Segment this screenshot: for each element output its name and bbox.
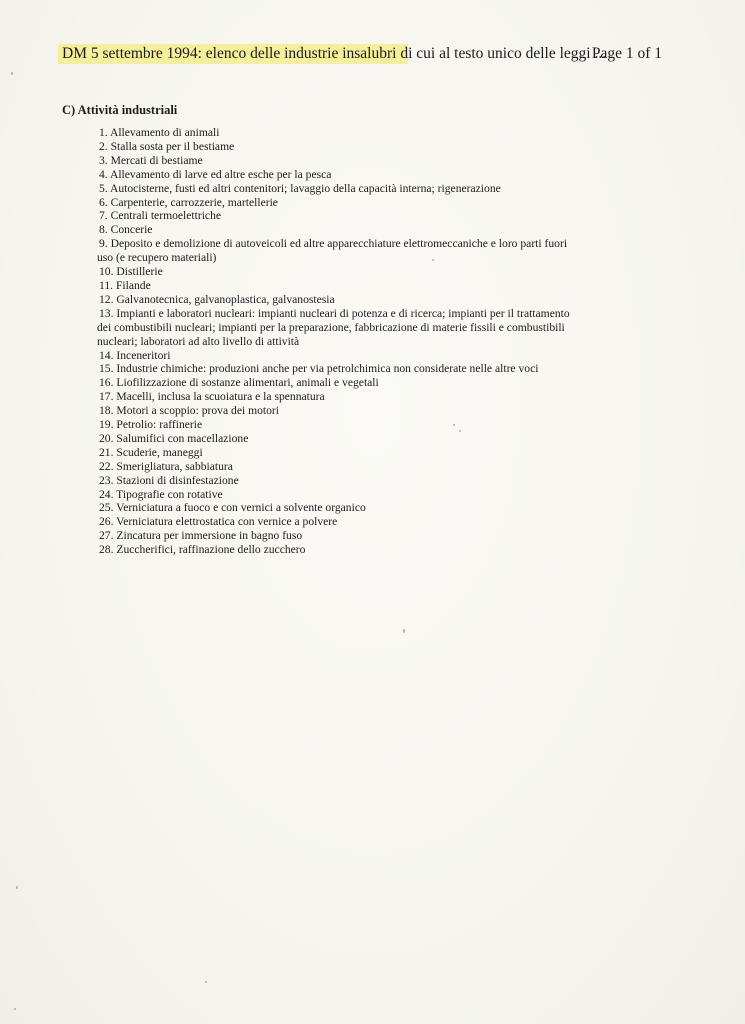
- list-item: [99, 349, 634, 363]
- list-item: [99, 390, 634, 404]
- list-item: [99, 279, 634, 293]
- industry-list: [99, 126, 634, 557]
- list-item-text: 5. Autocisterne, fusti ed altri contenitori; lavaggio della capacità interna; rigenerazione: [99, 181, 501, 195]
- section-title: C) Attività industriali: [62, 103, 178, 117]
- list-item: [99, 223, 634, 237]
- list-item-continuation: dei combustibili nucleari; impianti per la preparazione, fabbricazione di materie fissili e combustibili: [97, 320, 565, 334]
- list-item-text: 20. Salumifici con macellazione: [99, 431, 249, 445]
- scan-speck: [403, 629, 405, 633]
- list-item: [99, 543, 634, 557]
- header-title-highlighted: DM 5 settembre 1994: elenco delle industrie insalubri d: [62, 45, 409, 62]
- list-item: [99, 140, 634, 154]
- list-item-text: 14. Inceneritori: [99, 348, 171, 362]
- list-item: [99, 501, 634, 515]
- list-item-continuation: nucleari; laboratori ad alto livello di attività: [97, 334, 300, 348]
- list-item-text: 21. Scuderie, maneggi: [99, 445, 203, 459]
- list-item-text: 26. Verniciatura elettrostatica con vernice a polvere: [99, 515, 338, 529]
- scan-speck: [14, 1008, 16, 1010]
- scan-speck: [16, 886, 18, 889]
- scan-speck: [453, 424, 455, 426]
- list-item-text: 28. Zuccherifici, raffinazione dello zucchero: [99, 543, 306, 557]
- list-item-text: 8. Concerie: [99, 223, 153, 237]
- list-item: [99, 237, 634, 265]
- scan-speck: [432, 259, 434, 261]
- list-item: [99, 404, 634, 418]
- list-item-text: 18. Motori a scoppio: prova dei motori: [99, 404, 279, 418]
- list-item-text: 15. Industrie chimiche: produzioni anche per via petrolchimica non considerate nelle altre voci: [99, 362, 539, 376]
- list-item-text: 23. Stazioni di disinfestazione: [99, 473, 239, 487]
- list-item: [99, 154, 634, 168]
- list-item-text: 1. Allevamento di animali: [99, 126, 220, 139]
- document-header: [62, 44, 662, 64]
- scan-speck: [459, 430, 461, 432]
- list-item-text: 7. Centrali termoelettriche: [99, 209, 222, 223]
- list-item-text: 19. Petrolio: raffinerie: [99, 418, 203, 432]
- list-item: [99, 293, 634, 307]
- list-item-text: 11. Filande: [99, 278, 151, 292]
- list-item: [99, 126, 634, 140]
- list-item-text: 9. Deposito e demolizione di autoveicoli ed altre apparecchiature elettromeccaniche e loro parti fuori: [99, 237, 568, 251]
- list-item: [99, 196, 634, 210]
- list-item: [99, 182, 634, 196]
- list-item: [99, 515, 634, 529]
- list-item: [99, 362, 634, 376]
- list-item: [99, 529, 634, 543]
- header-title-rest: i cui al testo unico delle leggi ...: [408, 45, 607, 62]
- list-item-text: 6. Carpenterie, carrozzerie, martellerie: [99, 195, 278, 209]
- list-item-text: 27. Zincatura per immersione in bagno fuso: [99, 529, 303, 543]
- list-item: [99, 168, 634, 182]
- page-number: Page 1 of 1: [591, 45, 662, 62]
- list-item-text: 12. Galvanotecnica, galvanoplastica, galvanostesia: [99, 292, 335, 306]
- list-item-continuation: uso (e recupero materiali): [97, 251, 217, 265]
- list-item-text: 25. Verniciatura a fuoco e con vernici a solvente organico: [99, 501, 366, 515]
- list-item-text: 24. Tipografie con rotative: [99, 487, 223, 501]
- list-item: [99, 474, 634, 488]
- list-item-text: 13. Impianti e laboratori nucleari: impianti nucleari di potenza e di ricerca; impianti per il trattamento: [99, 306, 570, 320]
- list-item: [99, 446, 634, 460]
- list-item: [99, 418, 634, 432]
- list-item: [99, 265, 634, 279]
- list-item-text: 3. Mercati di bestiame: [99, 153, 203, 167]
- list-item-text: 2. Stalla sosta per il bestiame: [99, 139, 235, 153]
- list-item: [99, 460, 634, 474]
- list-item: [99, 209, 634, 223]
- list-item-text: 10. Distillerie: [99, 265, 163, 279]
- scan-speck: [205, 981, 207, 983]
- list-item: [99, 376, 634, 390]
- list-item: [99, 307, 634, 349]
- list-item-text: 16. Liofilizzazione di sostanze alimentari, animali e vegetali: [99, 376, 379, 390]
- list-item-text: 17. Macelli, inclusa la scuoiatura e la spennatura: [99, 390, 325, 404]
- list-item-text: 4. Allevamento di larve ed altre esche per la pesca: [99, 167, 332, 181]
- scan-speck: [11, 72, 13, 75]
- list-item-text: 22. Smerigliatura, sabbiatura: [99, 459, 233, 473]
- list-item: [99, 488, 634, 502]
- list-item: [99, 432, 634, 446]
